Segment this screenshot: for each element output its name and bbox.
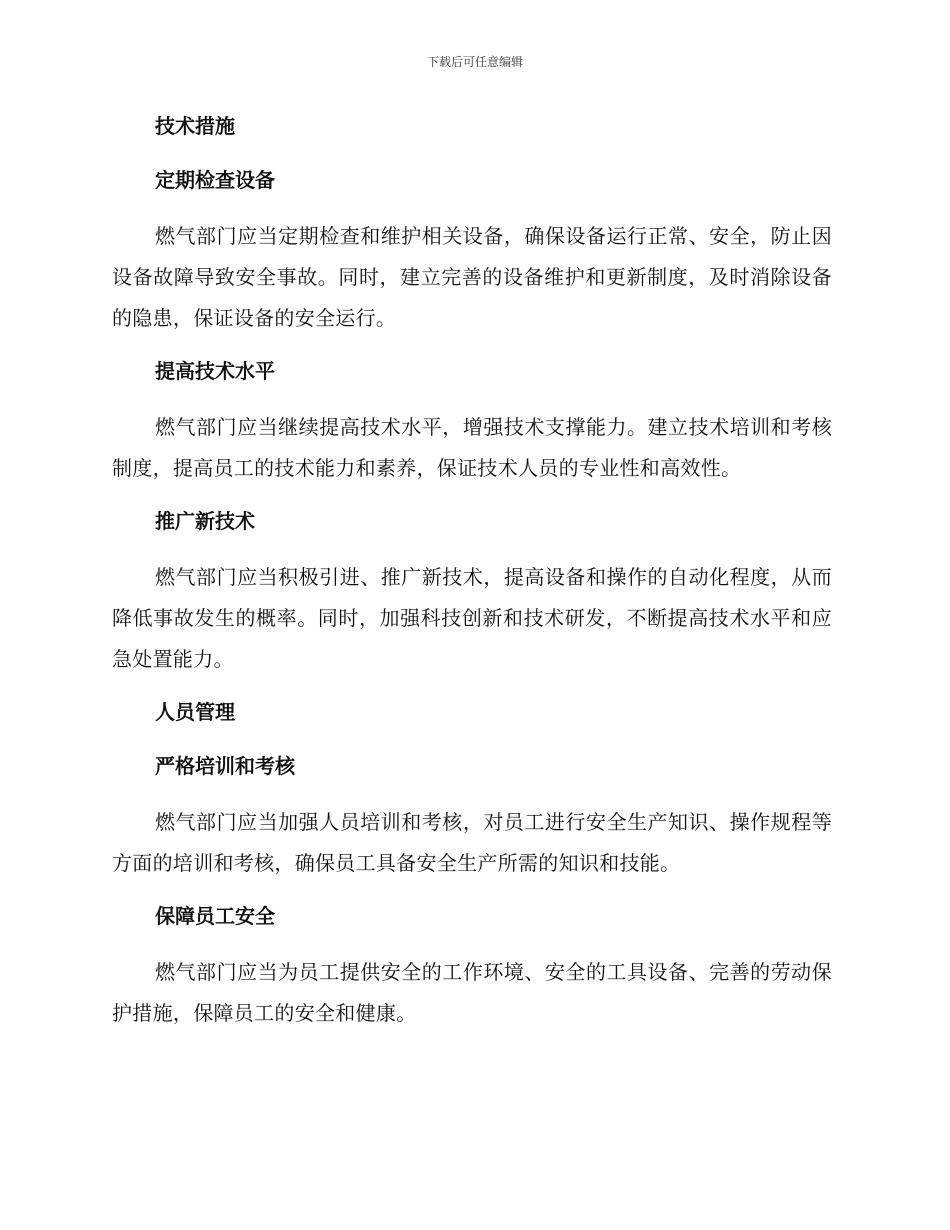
paragraph-improve-technology: 燃气部门应当继续提高技术水平，增强技术支撑能力。建立技术培训和考核制度，提高员工的技术能力和素养，保证技术人员的专业性和高效性。 (112, 415, 832, 480)
subheading-improve-technology: 提高技术水平 (155, 359, 275, 383)
paragraph-regular-inspection: 燃气部门应当定期检查和维护相关设备，确保设备运行正常、安全，防止因设备故障导致安全事故。同时，建立完善的设备维护和更新制度，及时消除设备的隐患，保证设备的安全运行。 (112, 224, 832, 330)
section-heading-technical-measures: 技术措施 (155, 114, 235, 138)
paragraph-promote-new-technology: 燃气部门应当积极引进、推广新技术，提高设备和操作的自动化程度，从而降低事故发生的概率。同时，加强科技创新和技术研发，不断提高技术水平和应急处置能力。 (112, 565, 832, 671)
paragraph-training-assessment: 燃气部门应当加强人员培训和考核，对员工进行安全生产知识、操作规程等方面的培训和考核，确保员工具备安全生产所需的知识和技能。 (112, 810, 832, 875)
subheading-training-assessment: 严格培训和考核 (155, 754, 295, 778)
document-body (112, 108, 832, 1048)
page-header: 下载后可任意编辑 (426, 55, 523, 69)
paragraph-employee-safety: 燃气部门应当为员工提供安全的工作环境、安全的工具设备、完善的劳动保护措施，保障员工的安全和健康。 (112, 960, 832, 1025)
subheading-regular-inspection: 定期检查设备 (155, 168, 275, 192)
subheading-promote-new-technology: 推广新技术 (155, 509, 255, 533)
section-heading-personnel-management: 人员管理 (155, 700, 235, 724)
subheading-employee-safety: 保障员工安全 (155, 904, 275, 928)
